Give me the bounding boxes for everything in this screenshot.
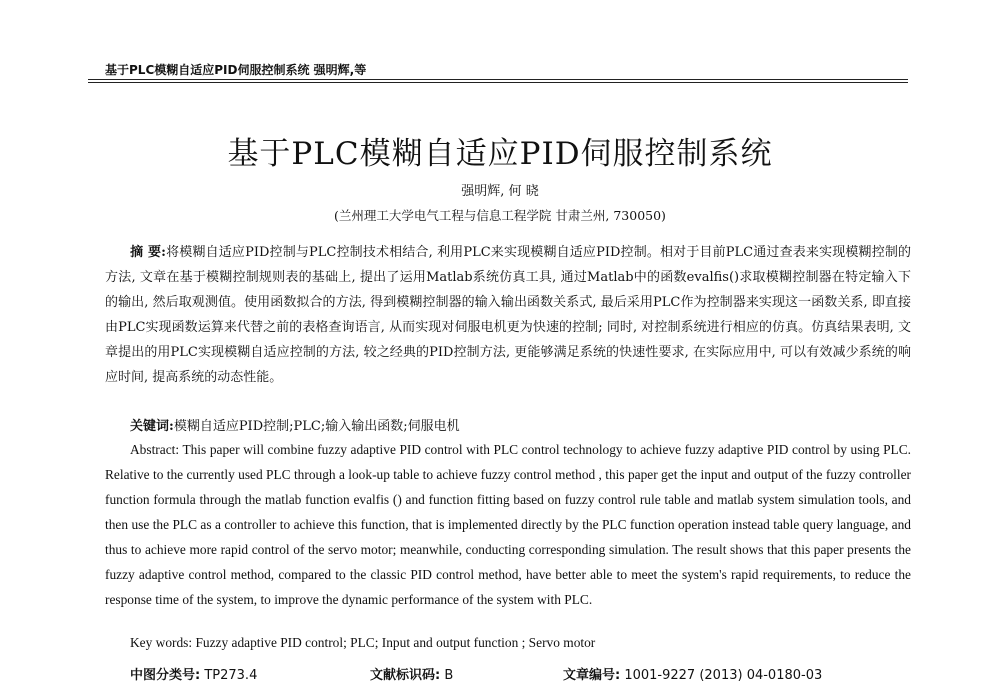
abstract-cn-text: 将模糊自适应PID控制与PLC控制技术相结合, 利用PLC来实现模糊自适应PID控制。相对于目前PLC通过查表来实现模糊控制的方法, 文章在基于模糊控制规则表的基础上, 提出了运用Matlab系统仿真工具, 通过Matlab中的函数evalfis()求取模糊控制器在特定输入下的输出, 然后取观测值。使用函数拟合的方法, 得到模糊控制器的输入输出函数关系式, 最后采用PLC作为控制器来实现这一函数关系, 即直接由PLC实现函数运算来代替之前的表格查询语言, 从而实现对伺服电机更为快速的控制; 同时, 对控制系统进行相应的仿真。仿真结果表明, 文章提出的用PLC实现模糊自适应控制的方法, 较之经典的PID控制方法, 更能够满足系统的快速性要求, 在实际应用中, 可以有效减少系统的响应时间, 提高系统的动态性能。 bbox=[105, 245, 912, 385]
authors: 强明辉, 何 晓 bbox=[461, 184, 539, 199]
abstract-cn bbox=[105, 240, 911, 390]
document-code bbox=[370, 664, 453, 683]
article-no-label: 文章编号: bbox=[563, 668, 621, 683]
abstract-cn-label: 摘 要: bbox=[130, 245, 166, 260]
abstract-en-label: Abstract: bbox=[130, 442, 180, 457]
keywords-en: Key words: Fuzzy adaptive PID control; PLC; Input and output function ; Servo motor bbox=[130, 635, 596, 650]
header-rule-bottom bbox=[88, 82, 908, 83]
keywords-cn-label: 关键词: bbox=[130, 419, 174, 434]
doc-code-label: 文献标识码: bbox=[370, 668, 441, 683]
keywords-cn bbox=[130, 415, 460, 434]
paper-title: 基于PLC模糊自适应PID伺服控制系统 bbox=[227, 136, 773, 172]
clc-value: TP273.4 bbox=[204, 668, 258, 683]
doc-code-value: B bbox=[444, 668, 454, 683]
article-number bbox=[563, 664, 822, 683]
clc-number bbox=[130, 664, 257, 683]
clc-label: 中图分类号: bbox=[130, 668, 201, 683]
abstract-en-text: This paper will combine fuzzy adaptive PID control with PLC control technology to achieve fuzzy adaptive PID control by using PLC. Relative to the currently used PLC through a look-up table to achieve fuzzy control method , this paper get the input and output of the fuzzy controller function formula through the matlab function evalfis () and function fitting based on fuzzy control rule table and matlab system simulation tools, and then use the PLC as a controller to achieve this function, that is implemented directly by the PLC function operation instead table query language, and thus to achieve more rapid control of the servo motor; meanwhile, conducting corresponding simulation. The result shows that this paper presents the fuzzy adaptive control method, compared to the classic PID control method, have better able to meet the system's rapid requirements, to reduce the response time of the system, to improve the dynamic performance of the system with PLC. bbox=[105, 442, 912, 607]
running-head: 基于PLC模糊自适应PID伺服控制系统 强明辉,等 bbox=[105, 63, 367, 77]
abstract-en bbox=[105, 437, 911, 612]
article-no-value: 1001-9227 (2013) 04-0180-03 bbox=[624, 668, 823, 683]
header-rule-top bbox=[88, 79, 908, 80]
keywords-cn-text: 模糊自适应PID控制;PLC;输入输出函数;伺服电机 bbox=[173, 419, 460, 434]
affiliation: (兰州理工大学电气工程与信息工程学院 甘肃兰州, 730050) bbox=[334, 208, 666, 223]
